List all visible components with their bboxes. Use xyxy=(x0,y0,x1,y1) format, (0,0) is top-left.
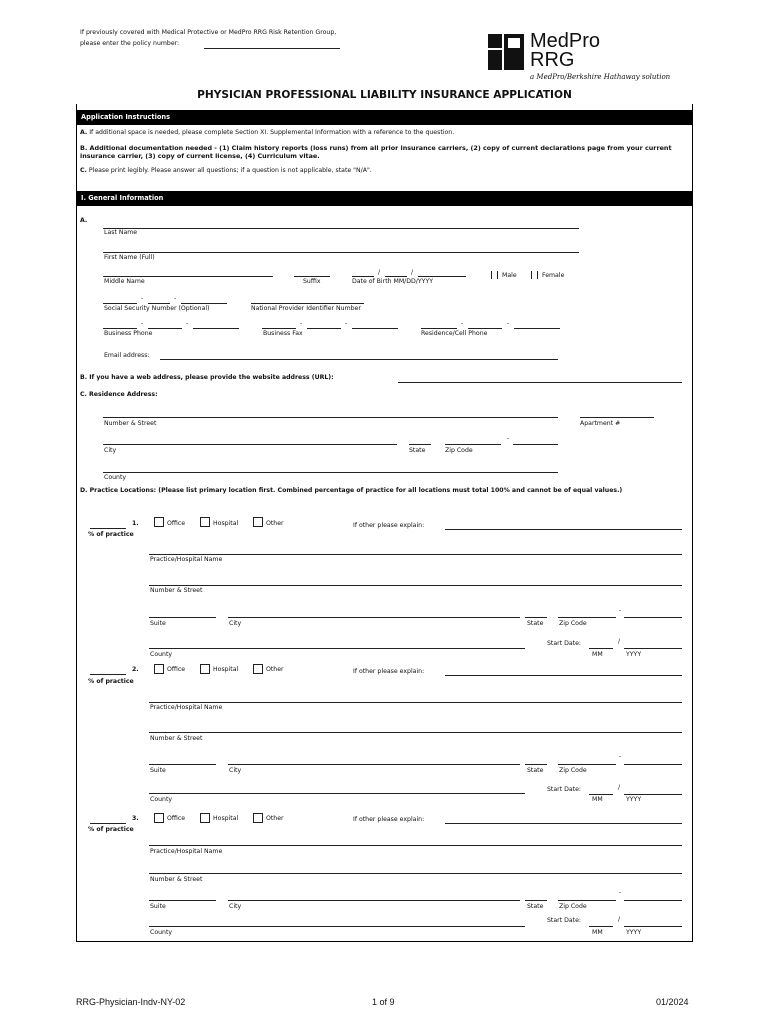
practice-2-suite-field[interactable] xyxy=(149,764,216,765)
fax-dash: - xyxy=(345,320,348,327)
business-fax-prefix-field[interactable] xyxy=(307,328,341,329)
practice-2-start-date-label: Start Date: xyxy=(547,786,581,793)
practice-1-zip-label: Zip Code xyxy=(559,620,587,627)
zip-dash: - xyxy=(619,889,622,896)
residence-street-label: Number & Street xyxy=(104,420,157,427)
zip-dash: - xyxy=(507,435,510,442)
apartment-field[interactable] xyxy=(580,417,654,418)
logo-wordmark-rrg: RRG xyxy=(530,49,575,71)
practice-2-city-label: City xyxy=(229,767,242,774)
practice-2-suite-label: Suite xyxy=(150,767,166,774)
practice-2-office-checkbox[interactable] xyxy=(154,664,164,674)
medpro-logo-icon xyxy=(488,34,524,70)
instruction-a-label: A. xyxy=(80,129,88,136)
practice-1-explain-label: If other please explain: xyxy=(353,522,425,529)
general-info-header: I. General Information xyxy=(76,191,693,206)
instruction-c-text: Please print legibly. Please answer all questions; if a question is not applicable, state "N/A". xyxy=(88,167,372,174)
instruction-b-label: B. xyxy=(80,144,88,152)
page-number: 1 of 9 xyxy=(372,997,395,1007)
practice-1-zip-field[interactable] xyxy=(558,617,616,618)
residence-city-field[interactable] xyxy=(103,444,397,445)
practice-3-state-label: State xyxy=(527,903,544,910)
date-slash: / xyxy=(618,784,621,791)
instruction-b-text: Additional documentation needed - (1) Claim history reports (loss runs) from all prior insurance carriers, (2) copy of current declarations page from your current insurance carrier, (3) copy of current license, (4) Curriculum vitae. xyxy=(80,144,672,160)
practice-2-street-label: Number & Street xyxy=(150,735,203,742)
form-date: 01/2024 xyxy=(656,997,689,1007)
practice-3-suite-field[interactable] xyxy=(149,900,216,901)
website-question: B. If you have a web address, please provide the website address (URL): xyxy=(80,374,334,381)
zip-dash: - xyxy=(619,753,622,760)
ssn-dash-1: - xyxy=(141,295,144,302)
practice-2-start-year-field[interactable] xyxy=(624,794,682,795)
practice-2-yyyy-label: YYYY xyxy=(626,796,642,803)
last-name-field[interactable] xyxy=(103,228,579,229)
male-checkbox-right[interactable] xyxy=(497,271,498,279)
practice-1-percent-field[interactable] xyxy=(90,528,126,529)
business-phone-line-field[interactable] xyxy=(193,328,239,329)
female-checkbox-left[interactable] xyxy=(531,271,532,279)
logo-tagline: a MedPro/Berkshire Hathaway solution xyxy=(530,73,671,81)
practice-1-start-date-label: Start Date: xyxy=(547,640,581,647)
practice-3-start-month-field[interactable] xyxy=(589,926,613,927)
instruction-c-label: C. xyxy=(80,167,87,174)
practice-1-county-label: County xyxy=(150,651,173,658)
fax-dash: - xyxy=(300,320,303,327)
practice-3-city-label: City xyxy=(229,903,242,910)
practice-3-other-checkbox[interactable] xyxy=(253,813,263,823)
practice-3-hospital-label: Hospital xyxy=(213,815,239,822)
practice-1-other-label: Other xyxy=(266,520,284,527)
residence-county-field[interactable] xyxy=(103,472,558,473)
dob-label: Date of Birth MM/DD/YYYY xyxy=(352,278,434,285)
date-slash: / xyxy=(618,916,621,923)
practice-1-city-field[interactable] xyxy=(228,617,520,618)
practice-2-start-month-field[interactable] xyxy=(589,794,613,795)
practice-2-name-label: Practice/Hospital Name xyxy=(150,704,223,711)
practice-3-mm-label: MM xyxy=(592,929,603,936)
business-phone-label: Business Phone xyxy=(104,330,153,337)
dob-month-field[interactable] xyxy=(352,276,374,277)
logo-wordmark-medpro: MedPro xyxy=(530,30,601,52)
practice-3-office-checkbox[interactable] xyxy=(154,813,164,823)
practice-1-county-field[interactable] xyxy=(149,648,525,649)
prior-coverage-text-1: If previously covered with Medical Protective or MedPro RRG Risk Retention Group, xyxy=(80,29,337,36)
practice-3-zip-field[interactable] xyxy=(558,900,616,901)
npi-label: National Provider Identifier Number xyxy=(251,305,361,312)
practice-2-explain-label: If other please explain: xyxy=(353,668,425,675)
policy-number-field[interactable] xyxy=(204,48,340,49)
practice-1-start-month-field[interactable] xyxy=(589,648,613,649)
practice-1-city-label: City xyxy=(229,620,242,627)
last-name-label: Last Name xyxy=(104,229,138,236)
residence-zip4-field[interactable] xyxy=(513,444,558,445)
practice-1-state-label: State xyxy=(527,620,544,627)
residence-zip-field[interactable] xyxy=(445,444,501,445)
residence-heading: C. Residence Address: xyxy=(80,391,158,398)
practice-3-office-label: Office xyxy=(167,815,186,822)
practice-3-start-date-label: Start Date: xyxy=(547,917,581,924)
business-fax-area-field[interactable] xyxy=(262,328,296,329)
email-label: Email address: xyxy=(104,352,150,359)
business-fax-line-field[interactable] xyxy=(352,328,398,329)
instruction-b xyxy=(80,144,690,160)
suffix-label: Suffix xyxy=(303,278,321,285)
practice-1-name-field[interactable] xyxy=(149,554,682,555)
practice-3-percent-field[interactable] xyxy=(90,823,126,824)
apartment-label: Apartment # xyxy=(580,420,621,427)
practice-2-name-field[interactable] xyxy=(149,702,682,703)
practice-3-zip4-field[interactable] xyxy=(624,900,682,901)
practice-1-hospital-label: Hospital xyxy=(213,520,239,527)
female-checkbox-right[interactable] xyxy=(537,271,538,279)
residence-state-label: State xyxy=(409,447,426,454)
practice-2-county-label: County xyxy=(150,796,173,803)
practice-3-yyyy-label: YYYY xyxy=(626,929,642,936)
practice-3-explain-field[interactable] xyxy=(445,823,682,824)
residence-state-field[interactable] xyxy=(409,444,431,445)
female-label: Female xyxy=(542,272,565,279)
page-title: PHYSICIAN PROFESSIONAL LIABILITY INSURANCE APPLICATION xyxy=(197,89,572,101)
ssn-part1-field[interactable] xyxy=(103,303,137,304)
practice-1-name-label: Practice/Hospital Name xyxy=(150,556,223,563)
middle-name-field[interactable] xyxy=(103,276,273,277)
middle-name-label: Middle Name xyxy=(104,278,145,285)
instruction-a xyxy=(80,130,454,136)
zip-dash: - xyxy=(619,607,622,614)
dob-year-field[interactable] xyxy=(418,276,466,277)
practice-3-percent-label: % of practice xyxy=(88,826,134,833)
practice-1-state-field[interactable] xyxy=(525,617,547,618)
practice-3-county-field[interactable] xyxy=(149,926,525,927)
practice-2-state-field[interactable] xyxy=(525,764,547,765)
practice-2-county-field[interactable] xyxy=(149,793,525,794)
phone-dash: - xyxy=(141,320,144,327)
first-name-label: First Name (Full) xyxy=(104,254,155,261)
practice-3-explain-label: If other please explain: xyxy=(353,816,425,823)
section-a-label: A. xyxy=(80,217,88,224)
dob-day-field[interactable] xyxy=(385,276,407,277)
prior-coverage-text-2: please enter the policy number: xyxy=(80,40,180,47)
practice-2-percent-field[interactable] xyxy=(90,674,126,675)
residence-county-label: County xyxy=(104,474,127,481)
practice-1-explain-field[interactable] xyxy=(445,529,682,530)
practice-1-yyyy-label: YYYY xyxy=(626,651,642,658)
first-name-field[interactable] xyxy=(103,252,579,253)
business-phone-area-field[interactable] xyxy=(103,328,137,329)
cell-phone-line-field[interactable] xyxy=(514,328,560,329)
practice-1-street-label: Number & Street xyxy=(150,587,203,594)
practice-3-street-label: Number & Street xyxy=(150,876,203,883)
practice-2-hospital-checkbox[interactable] xyxy=(200,664,210,674)
cell-phone-prefix-field[interactable] xyxy=(468,328,502,329)
email-field[interactable] xyxy=(160,359,558,360)
instructions-header: Application Instructions xyxy=(76,110,693,125)
business-phone-prefix-field[interactable] xyxy=(148,328,182,329)
phone-dash: - xyxy=(186,320,189,327)
practice-3-county-label: County xyxy=(150,929,173,936)
practice-1-other-checkbox[interactable] xyxy=(253,517,263,527)
practice-2-explain-field[interactable] xyxy=(445,675,682,676)
practice-2-state-label: State xyxy=(527,767,544,774)
residence-zip-label: Zip Code xyxy=(445,447,473,454)
practice-1-zip4-field[interactable] xyxy=(624,617,682,618)
suffix-field[interactable] xyxy=(294,276,330,277)
practice-2-mm-label: MM xyxy=(592,796,603,803)
residence-street-field[interactable] xyxy=(103,417,558,418)
ssn-label: Social Security Number (Optional) xyxy=(104,305,210,312)
cell-dash: - xyxy=(507,320,510,327)
instruction-c xyxy=(80,168,372,174)
dob-slash-2: / xyxy=(411,269,414,276)
date-slash: / xyxy=(618,638,621,645)
ssn-part2-field[interactable] xyxy=(148,303,170,304)
practice-2-street-field[interactable] xyxy=(149,732,682,733)
practice-3-other-label: Other xyxy=(266,815,284,822)
practice-1-percent-label: % of practice xyxy=(88,531,134,538)
practice-1-suite-field[interactable] xyxy=(149,617,216,618)
ssn-dash-2: - xyxy=(174,295,177,302)
practice-1-suite-label: Suite xyxy=(150,620,166,627)
practice-2-city-field[interactable] xyxy=(228,764,520,765)
male-label: Male xyxy=(502,272,517,279)
practice-3-name-field[interactable] xyxy=(149,845,682,846)
practice-3-name-label: Practice/Hospital Name xyxy=(150,848,223,855)
practice-2-hospital-label: Hospital xyxy=(213,666,239,673)
cell-phone-area-field[interactable] xyxy=(421,328,457,329)
form-id: RRG-Physician-Indv-NY-02 xyxy=(76,997,186,1007)
practice-2-office-label: Office xyxy=(167,666,186,673)
dob-slash-1: / xyxy=(378,269,381,276)
practice-3-number: 3. xyxy=(132,815,139,822)
practice-3-start-year-field[interactable] xyxy=(624,926,682,927)
practice-3-state-field[interactable] xyxy=(525,900,547,901)
residence-city-label: City xyxy=(104,447,117,454)
practice-2-zip4-field[interactable] xyxy=(624,764,682,765)
practice-1-start-year-field[interactable] xyxy=(624,648,682,649)
instruction-a-text: If additional space is needed, please complete Section XI. Supplemental Information with a reference to the question. xyxy=(89,129,455,136)
website-field[interactable] xyxy=(398,382,682,383)
practice-2-zip-field[interactable] xyxy=(558,764,616,765)
practice-1-number: 1. xyxy=(132,520,139,527)
practice-2-zip-label: Zip Code xyxy=(559,767,587,774)
male-checkbox-left[interactable] xyxy=(491,271,492,279)
practice-3-zip-label: Zip Code xyxy=(559,903,587,910)
practice-locations-heading: D. Practice Locations: (Please list primary location first. Combined percentage of practice for all locations must total 100% and cannot be of equal values.) xyxy=(80,487,623,494)
practice-1-office-checkbox[interactable] xyxy=(154,517,164,527)
practice-2-other-checkbox[interactable] xyxy=(253,664,263,674)
practice-2-percent-label: % of practice xyxy=(88,678,134,685)
practice-1-street-field[interactable] xyxy=(149,585,682,586)
practice-3-hospital-checkbox[interactable] xyxy=(200,813,210,823)
practice-3-city-field[interactable] xyxy=(228,900,520,901)
cell-dash: - xyxy=(461,320,464,327)
practice-3-suite-label: Suite xyxy=(150,903,166,910)
npi-field[interactable] xyxy=(251,303,364,304)
business-fax-label: Business Fax xyxy=(263,330,303,337)
practice-1-hospital-checkbox[interactable] xyxy=(200,517,210,527)
ssn-part3-field[interactable] xyxy=(181,303,227,304)
practice-1-mm-label: MM xyxy=(592,651,603,658)
cell-phone-label: Residence/Cell Phone xyxy=(421,330,488,337)
practice-1-office-label: Office xyxy=(167,520,186,527)
practice-3-street-field[interactable] xyxy=(149,873,682,874)
practice-2-number: 2. xyxy=(132,666,139,673)
practice-2-other-label: Other xyxy=(266,666,284,673)
